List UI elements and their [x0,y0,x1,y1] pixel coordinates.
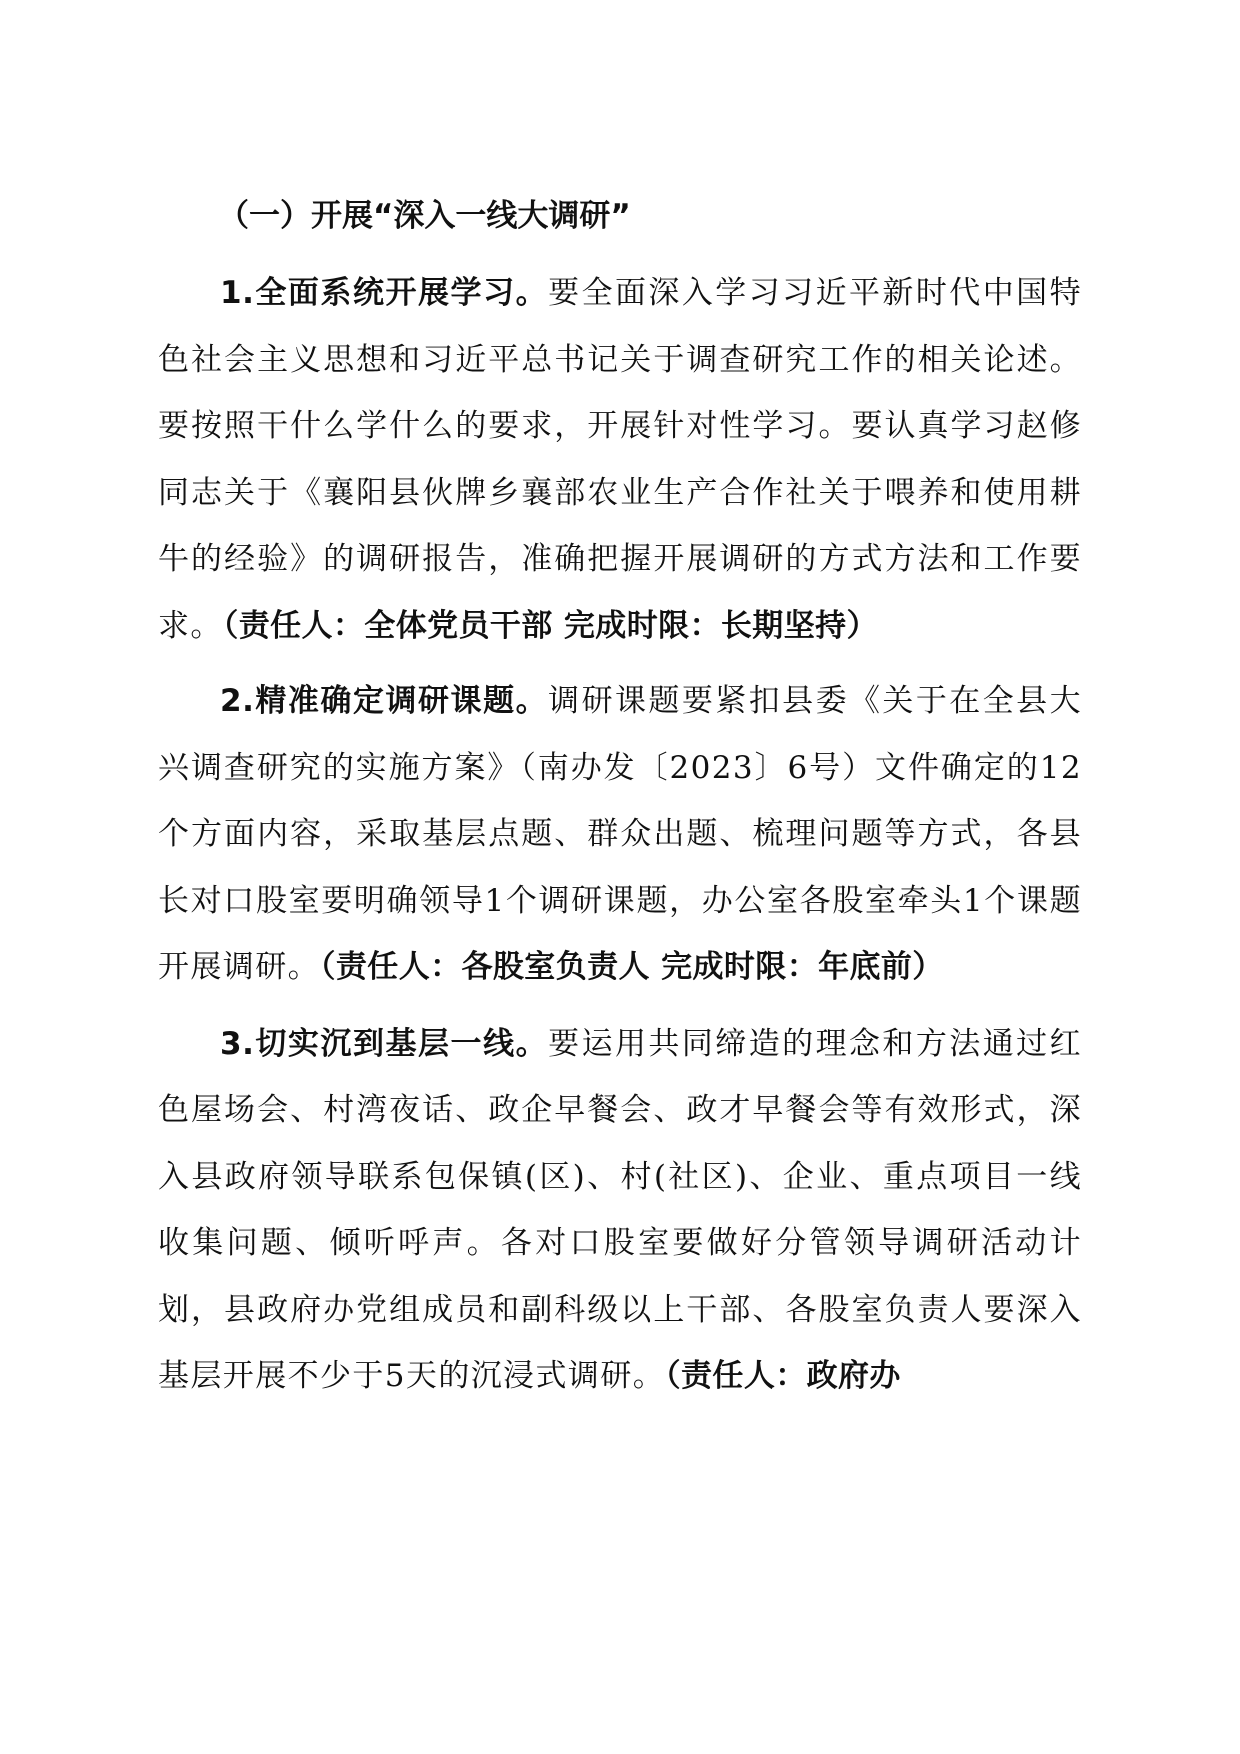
paragraph-item-1 [158,260,1082,659]
document-page [158,186,1082,1410]
paragraph-item-3 [158,1011,1082,1410]
item-3-responsibility: （责任人：政府办 [665,1358,901,1394]
paragraph-item-2 [158,668,1082,1001]
item-1-lead: 1.全面系统开展学习。 [220,275,549,311]
item-3-lead: 3.切实沉到基层一线。 [220,1025,549,1062]
section-heading: （一）开展“深入一线大调研” [218,198,631,234]
item-2-lead: 2.精准确定调研课题。 [220,683,549,719]
item-2-body: 调研课题要紧扣县委《关于在全县大兴调查研究的实施方案》（南办发〔2023〕6号）文件确定的12个方面内容，采取基层点题、群众出题、梳理问题等方式，各县长对口股室要明确领导1个调研课题，办公室各股室牵头1个课题开展调研。 [158,683,1082,985]
item-1-responsibility: （责任人：全体党员干部 完成时限：长期坚持） [222,607,878,644]
item-1-body: 要全面深入学习习近平新时代中国特色社会主义思想和习近平总书记关于调查研究工作的相关论述。要按照干什么学什么的要求，开展针对性学习。要认真学习赵修同志关于《襄阳县伙牌乡襄部农业生产合作社关于喂养和使用耕牛的经验》的调研报告，准确把握开展调研的方式方法和工作要求。 [158,275,1082,644]
item-3-body: 要运用共同缔造的理念和方法通过红色屋场会、村湾夜话、政企早餐会、政才早餐会等有效形式，深入县政府领导联系包保镇(区)、村(社区)、企业、重点项目一线收集问题、倾听呼声。各对口股室要做好分管领导调研活动计划，县政府办党组成员和副科级以上干部、各股室负责人要深入基层开展不少于5天的沉浸式调研。 [158,1025,1082,1394]
item-2-responsibility: （责任人：各股室负责人 完成时限：年底前） [320,949,944,985]
